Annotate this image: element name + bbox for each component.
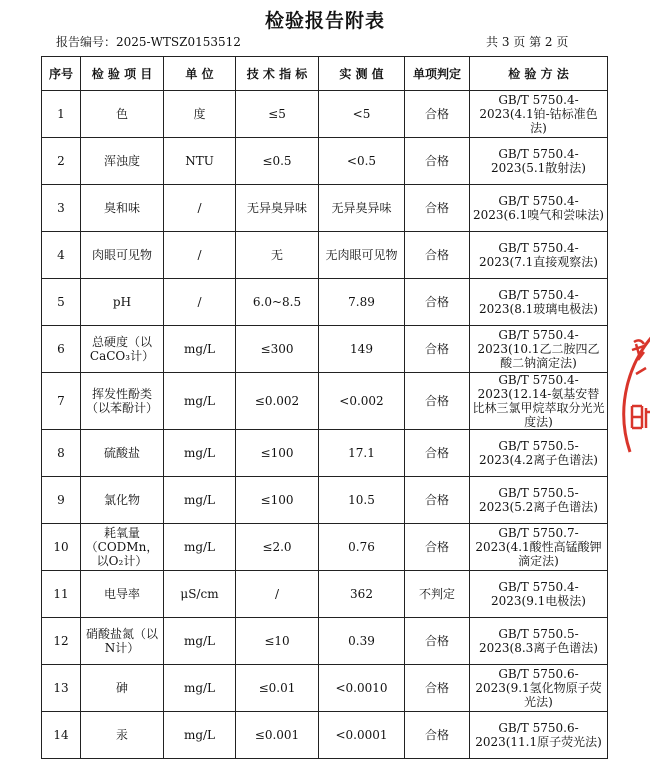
cell-item: 电导率 <box>81 571 164 618</box>
cell-spec: 无异臭异味 <box>236 185 319 232</box>
cell-spec: ≤0.002 <box>236 373 319 430</box>
table-row <box>42 571 608 618</box>
cell-method: GB/T 5750.4-2023(7.1直接观察法) <box>470 232 608 279</box>
table-row <box>42 91 608 138</box>
cell-result: 合格 <box>405 279 470 326</box>
cell-spec: 6.0~8.5 <box>236 279 319 326</box>
cell-result: 合格 <box>405 185 470 232</box>
cell-value: 10.5 <box>319 477 405 524</box>
cell-item: 硫酸盐 <box>81 430 164 477</box>
seal-mark <box>636 368 646 374</box>
cell-unit: mg/L <box>164 326 236 373</box>
cell-unit: mg/L <box>164 373 236 430</box>
table-row <box>42 185 608 232</box>
cell-item: 挥发性酚类（以苯酚计） <box>81 373 164 430</box>
seal-glyph-bottom <box>632 406 650 428</box>
cell-result: 合格 <box>405 138 470 185</box>
cell-spec: 无 <box>236 232 319 279</box>
cell-spec: ≤0.5 <box>236 138 319 185</box>
cell-item: 肉眼可见物 <box>81 232 164 279</box>
cell-item: 耗氧量（CODMn，以O₂计） <box>81 524 164 571</box>
cell-result: 合格 <box>405 326 470 373</box>
cell-method: GB/T 5750.6-2023(11.1原子荧光法) <box>470 712 608 759</box>
table-row <box>42 524 608 571</box>
cell-unit: mg/L <box>164 618 236 665</box>
cell-no: 9 <box>42 477 81 524</box>
cell-result: 合格 <box>405 712 470 759</box>
results-table <box>41 56 608 759</box>
cell-method: GB/T 5750.5-2023(4.2离子色谱法) <box>470 430 608 477</box>
table-row <box>42 477 608 524</box>
cell-result: 合格 <box>405 524 470 571</box>
table-row <box>42 665 608 712</box>
header-unit: 单 位 <box>164 57 236 91</box>
table-row <box>42 618 608 665</box>
cell-method: GB/T 5750.5-2023(5.2离子色谱法) <box>470 477 608 524</box>
cell-result: 合格 <box>405 665 470 712</box>
cell-unit: mg/L <box>164 524 236 571</box>
cell-item: 砷 <box>81 665 164 712</box>
header-item: 检 验 项 目 <box>81 57 164 91</box>
cell-result: 合格 <box>405 232 470 279</box>
cell-no: 11 <box>42 571 81 618</box>
header-spec: 技 术 指 标 <box>236 57 319 91</box>
cell-value: <5 <box>319 91 405 138</box>
cell-unit: mg/L <box>164 712 236 759</box>
header-no: 序号 <box>42 57 81 91</box>
table-row <box>42 430 608 477</box>
cell-method: GB/T 5750.4-2023(12.14-氨基安替比林三氯甲烷萃取分光光度法) <box>470 373 608 430</box>
cell-unit: / <box>164 185 236 232</box>
cell-no: 7 <box>42 373 81 430</box>
table-row <box>42 326 608 373</box>
cell-no: 6 <box>42 326 81 373</box>
cell-no: 3 <box>42 185 81 232</box>
cell-unit: μS/cm <box>164 571 236 618</box>
cell-unit: 度 <box>164 91 236 138</box>
cell-value: <0.0010 <box>319 665 405 712</box>
cell-method: GB/T 5750.5-2023(8.3离子色谱法) <box>470 618 608 665</box>
cell-no: 1 <box>42 91 81 138</box>
cell-method: GB/T 5750.4-2023(9.1电极法) <box>470 571 608 618</box>
cell-value: 无异臭异味 <box>319 185 405 232</box>
cell-no: 8 <box>42 430 81 477</box>
cell-spec: ≤5 <box>236 91 319 138</box>
cell-spec: ≤100 <box>236 430 319 477</box>
cell-no: 13 <box>42 665 81 712</box>
cell-spec: ≤10 <box>236 618 319 665</box>
cell-value: 17.1 <box>319 430 405 477</box>
cell-no: 12 <box>42 618 81 665</box>
cell-method: GB/T 5750.4-2023(8.1玻璃电极法) <box>470 279 608 326</box>
cell-result: 合格 <box>405 91 470 138</box>
cell-value: 149 <box>319 326 405 373</box>
cell-spec: ≤300 <box>236 326 319 373</box>
cell-result: 合格 <box>405 373 470 430</box>
cell-value: 7.89 <box>319 279 405 326</box>
cell-spec: ≤100 <box>236 477 319 524</box>
cell-no: 5 <box>42 279 81 326</box>
header-method: 检 验 方 法 <box>470 57 608 91</box>
cell-method: GB/T 5750.6-2023(9.1氢化物原子荧光法) <box>470 665 608 712</box>
cell-item: 总硬度（以CaCO₃计） <box>81 326 164 373</box>
cell-unit: mg/L <box>164 430 236 477</box>
cell-result: 合格 <box>405 430 470 477</box>
cell-no: 2 <box>42 138 81 185</box>
cell-item: 汞 <box>81 712 164 759</box>
cell-method: GB/T 5750.4-2023(5.1散射法) <box>470 138 608 185</box>
seal-stamp <box>620 322 650 462</box>
cell-method: GB/T 5750.7-2023(4.1酸性高锰酸钾滴定法) <box>470 524 608 571</box>
cell-value: <0.002 <box>319 373 405 430</box>
cell-item: 臭和味 <box>81 185 164 232</box>
cell-result: 合格 <box>405 618 470 665</box>
cell-item: 浑浊度 <box>81 138 164 185</box>
cell-item: 色 <box>81 91 164 138</box>
cell-spec: ≤2.0 <box>236 524 319 571</box>
page-info: 共 3 页 第 2 页 <box>486 35 569 49</box>
cell-unit: mg/L <box>164 665 236 712</box>
cell-result: 合格 <box>405 477 470 524</box>
cell-spec: / <box>236 571 319 618</box>
cell-value: 0.76 <box>319 524 405 571</box>
table-row <box>42 138 608 185</box>
cell-result: 不判定 <box>405 571 470 618</box>
cell-method: GB/T 5750.4-2023(10.1乙二胺四乙酸二钠滴定法) <box>470 326 608 373</box>
cell-value: 无肉眼可见物 <box>319 232 405 279</box>
cell-no: 10 <box>42 524 81 571</box>
cell-no: 4 <box>42 232 81 279</box>
report-number: 报告编号：2025-WTSZ0153512 <box>56 35 241 49</box>
cell-unit: NTU <box>164 138 236 185</box>
cell-spec: ≤0.001 <box>236 712 319 759</box>
cell-spec: ≤0.01 <box>236 665 319 712</box>
cell-unit: mg/L <box>164 477 236 524</box>
header-value: 实 测 值 <box>319 57 405 91</box>
cell-value: 0.39 <box>319 618 405 665</box>
cell-unit: / <box>164 279 236 326</box>
table-row <box>42 373 608 430</box>
cell-item: pH <box>81 279 164 326</box>
cell-method: GB/T 5750.4-2023(6.1嗅气和尝味法) <box>470 185 608 232</box>
table-row <box>42 232 608 279</box>
table-row <box>42 279 608 326</box>
cell-item: 硝酸盐氮（以N计） <box>81 618 164 665</box>
cell-unit: / <box>164 232 236 279</box>
cell-item: 氯化物 <box>81 477 164 524</box>
table-header-row <box>42 57 608 91</box>
table-row <box>42 712 608 759</box>
cell-value: 362 <box>319 571 405 618</box>
report-title: 检验报告附表 <box>264 10 385 32</box>
cell-method: GB/T 5750.4-2023(4.1铂-钴标准色法) <box>470 91 608 138</box>
cell-value: <0.5 <box>319 138 405 185</box>
header-result: 单项判定 <box>405 57 470 91</box>
cell-no: 14 <box>42 712 81 759</box>
cell-value: <0.0001 <box>319 712 405 759</box>
